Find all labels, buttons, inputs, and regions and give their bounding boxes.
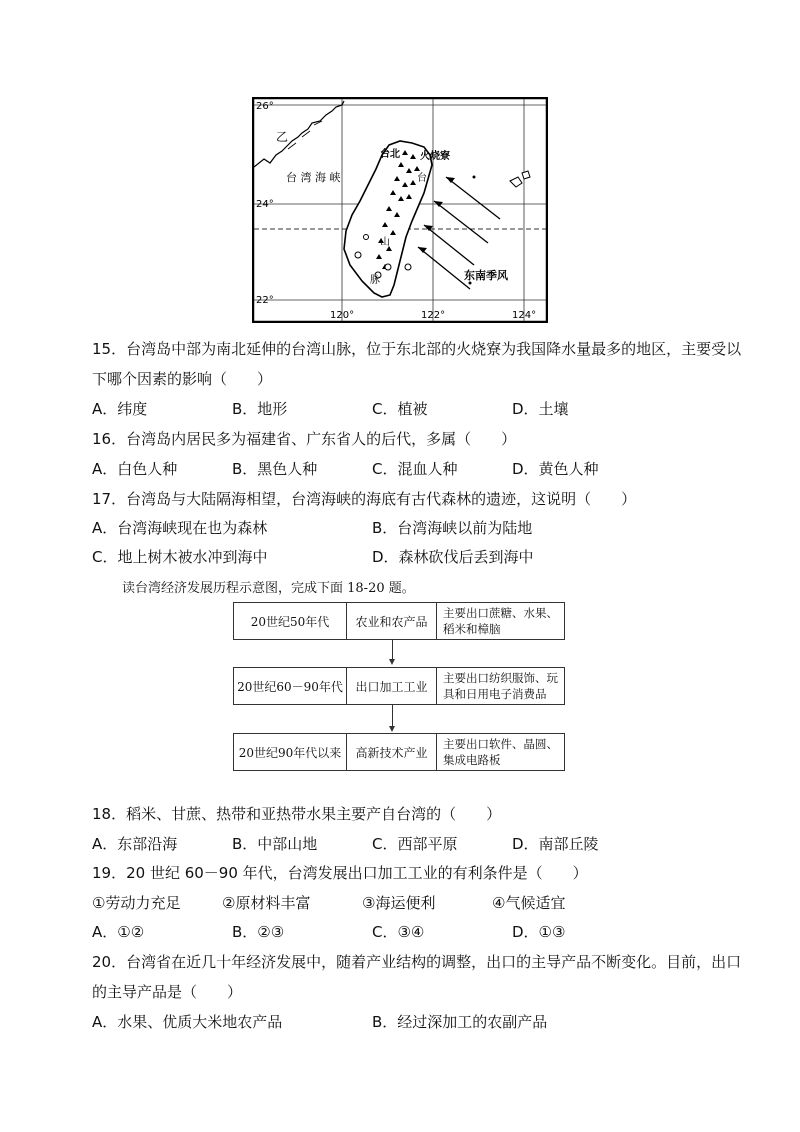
flow-period-3: 20世纪90年代以来 [234,734,347,770]
label-shan: 山 [380,237,390,248]
q16-option-c: C．混血人种 [372,460,458,478]
q17-option-a: A．台湾海峡现在也为森林 [92,519,268,537]
q15-option-d: D．土壤 [512,400,569,418]
q18-option-a: A．东部沿海 [92,835,178,853]
lon-124-label: 124° [512,310,537,321]
flow-row-1 [233,602,565,640]
q20-option-a: A．水果、优质大米地农产品 [92,1013,283,1031]
lon-120-label: 120° [330,310,355,321]
label-tai: 台 [417,173,427,184]
q19-condition-2: ②原材料丰富 [222,894,311,912]
q17-option-c: C．地上树木被水冲到海中 [92,548,268,566]
flow-period-1: 20世纪50年代 [234,603,347,639]
label-strait: 台 湾 海 峡 [286,171,341,184]
q15-option-a: A．纬度 [92,400,148,418]
q17-option-b: B．台湾海峡以前为陆地 [372,519,533,537]
q18-option-c: C．西部平原 [372,835,458,853]
flow-industry-1: 农业和农产品 [347,603,437,639]
q19-condition-3: ③海运便利 [362,894,436,912]
q20-stem-line1: 20．台湾省在近几十年经济发展中，随着产业结构的调整，出口的主导产品不断变化。目前，出口 [92,953,742,971]
lat-26-label: 26° [256,101,274,112]
flow-arrow-2 [392,705,393,727]
q19-condition-1: ①劳动力充足 [92,894,181,912]
q15-option-b: B．地形 [232,400,288,418]
q16-option-b: B．黑色人种 [232,460,318,478]
label-yi: 乙 [276,130,289,144]
flow-row-2 [233,667,565,705]
q18-option-d: D．南部丘陵 [512,835,599,853]
lat-22-label: 22° [256,295,274,306]
label-huoshaoliao: 火烧寮 [420,151,450,162]
flow-exports-2: 主要出口纺织服饰、玩 具和日用电子消费品 [443,671,558,701]
q15-option-c: C．植被 [372,400,428,418]
q18-option-b: B．中部山地 [232,835,318,853]
q16-stem: 16．台湾岛内居民多为福建省、广东省人的后代，多属（ ） [92,430,517,448]
section-intro: 读台湾经济发展历程示意图，完成下面 18-20 题。 [122,581,415,596]
q16-option-a: A．白色人种 [92,460,178,478]
lat-24-label: 24° [256,199,274,210]
q19-option-b: B．②③ [232,923,285,941]
q19-stem: 19．20 世纪 60－90 年代，台湾发展出口加工工业的有利条件是（ ） [92,864,588,882]
q19-option-a: A．①② [92,923,145,941]
q17-option-d: D．森林砍伐后丢到海中 [372,548,534,566]
island-east-2 [522,171,530,179]
flow-industry-2: 出口加工工业 [347,668,437,704]
flow-exports-3: 主要出口软件、晶圆、 集成电路板 [443,737,558,767]
q19-option-c: C．③④ [372,923,425,941]
flow-row-3 [233,733,565,771]
q19-condition-4: ④气候适宜 [492,894,566,912]
lon-122-label: 122° [421,310,446,321]
q19-option-d: D．①③ [512,923,566,941]
q20-stem-line2: 的主导产品是（ ） [92,983,243,1001]
q17-stem: 17．台湾岛与大陆隔海相望，台湾海峡的海底有古代森林的遗迹，这说明（ ） [92,490,637,508]
q15-stem-line1: 15．台湾岛中部为南北延伸的台湾山脉，位于东北部的火烧寮为我国降水量最多的地区，主要受以 [92,340,742,358]
flow-arrow-1 [392,640,393,660]
label-monsoon: 东南季风 [464,269,508,282]
label-mai: 脉 [370,275,380,286]
flow-exports-1: 主要出口蔗糖、水果、 稻米和樟脑 [443,606,558,636]
q16-option-d: D．黄色人种 [512,460,599,478]
flow-period-2: 20世纪60－90年代 [234,668,347,704]
q18-stem: 18．稻米、甘蔗、热带和亚热带水果主要产自台湾的（ ） [92,805,502,823]
q15-stem-line2: 下哪个因素的影响（ ） [92,370,273,388]
taiwan-map [252,97,548,323]
label-taipei: 台北 [380,149,400,160]
flow-industry-3: 高新技术产业 [347,734,437,770]
q20-option-b: B．经过深加工的农副产品 [372,1013,548,1031]
